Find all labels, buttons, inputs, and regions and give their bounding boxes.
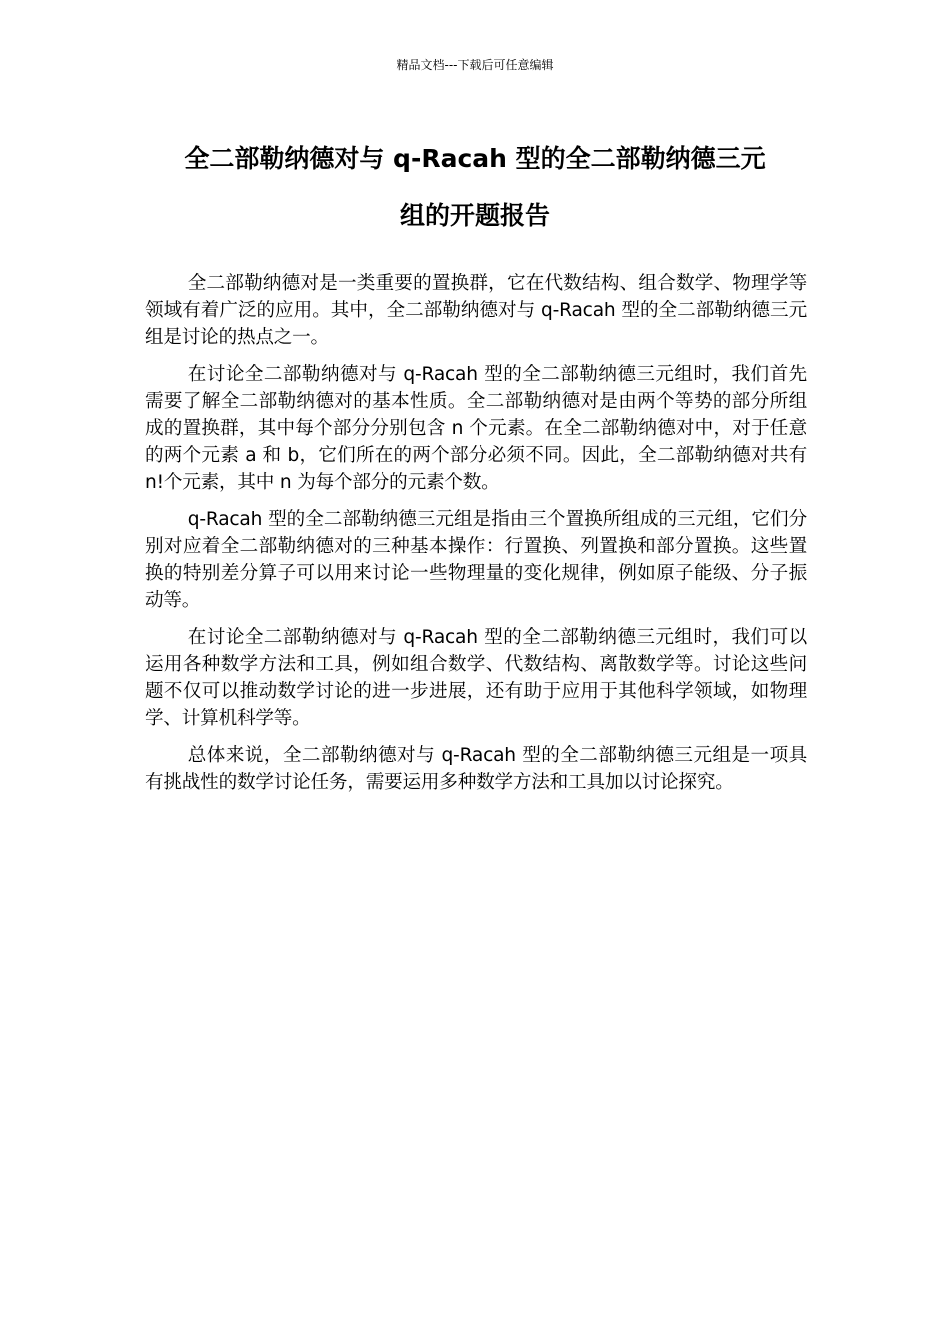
paragraph-3: q-Racah 型的全二部勒纳德三元组是指由三个置换所组成的三元组，它们分别对应着全二部勒纳德对的三种基本操作：行置换、列置换和部分置换。这些置换的特别差分算子可以用来讨论一些物理量的变化规律，例如原子能级、分子振动等。 bbox=[145, 509, 807, 611]
paragraph-1: 全二部勒纳德对是一类重要的置换群，它在代数结构、组合数学、物理学等领域有着广泛的应用。其中，全二部勒纳德对与 q-Racah 型的全二部勒纳德三元组是讨论的热点之一。 bbox=[145, 273, 807, 348]
document-body bbox=[145, 270, 807, 806]
document-title bbox=[145, 130, 805, 244]
title-line-1: 全二部勒纳德对与 q-Racah 型的全二部勒纳德三元 bbox=[184, 144, 766, 173]
paragraph-2: 在讨论全二部勒纳德对与 q-Racah 型的全二部勒纳德三元组时，我们首先需要了解全二部勒纳德对的基本性质。全二部勒纳德对是由两个等势的部分所组成的置换群，其中每个部分分别包含 n 个元素。在全二部勒纳德对中，对于任意的两个元素 a 和 b，它们所在的两个部分必须不同。因此，全二部勒纳德对共有 n!个元素，其中 n 为每个部分的元素个数。 bbox=[145, 364, 807, 493]
title-line-2: 组的开题报告 bbox=[399, 201, 550, 230]
paragraph-5: 总体来说，全二部勒纳德对与 q-Racah 型的全二部勒纳德三元组是一项具有挑战性的数学讨论任务，需要运用多种数学方法和工具加以讨论探究。 bbox=[145, 745, 807, 793]
header-note: 精品文档---下载后可任意编辑 bbox=[396, 58, 554, 72]
paragraph-4: 在讨论全二部勒纳德对与 q-Racah 型的全二部勒纳德三元组时，我们可以运用各种数学方法和工具，例如组合数学、代数结构、离散数学等。讨论这些问题不仅可以推动数学讨论的进一步进展，还有助于应用于其他科学领域，如物理学、计算机科学等。 bbox=[145, 627, 807, 729]
